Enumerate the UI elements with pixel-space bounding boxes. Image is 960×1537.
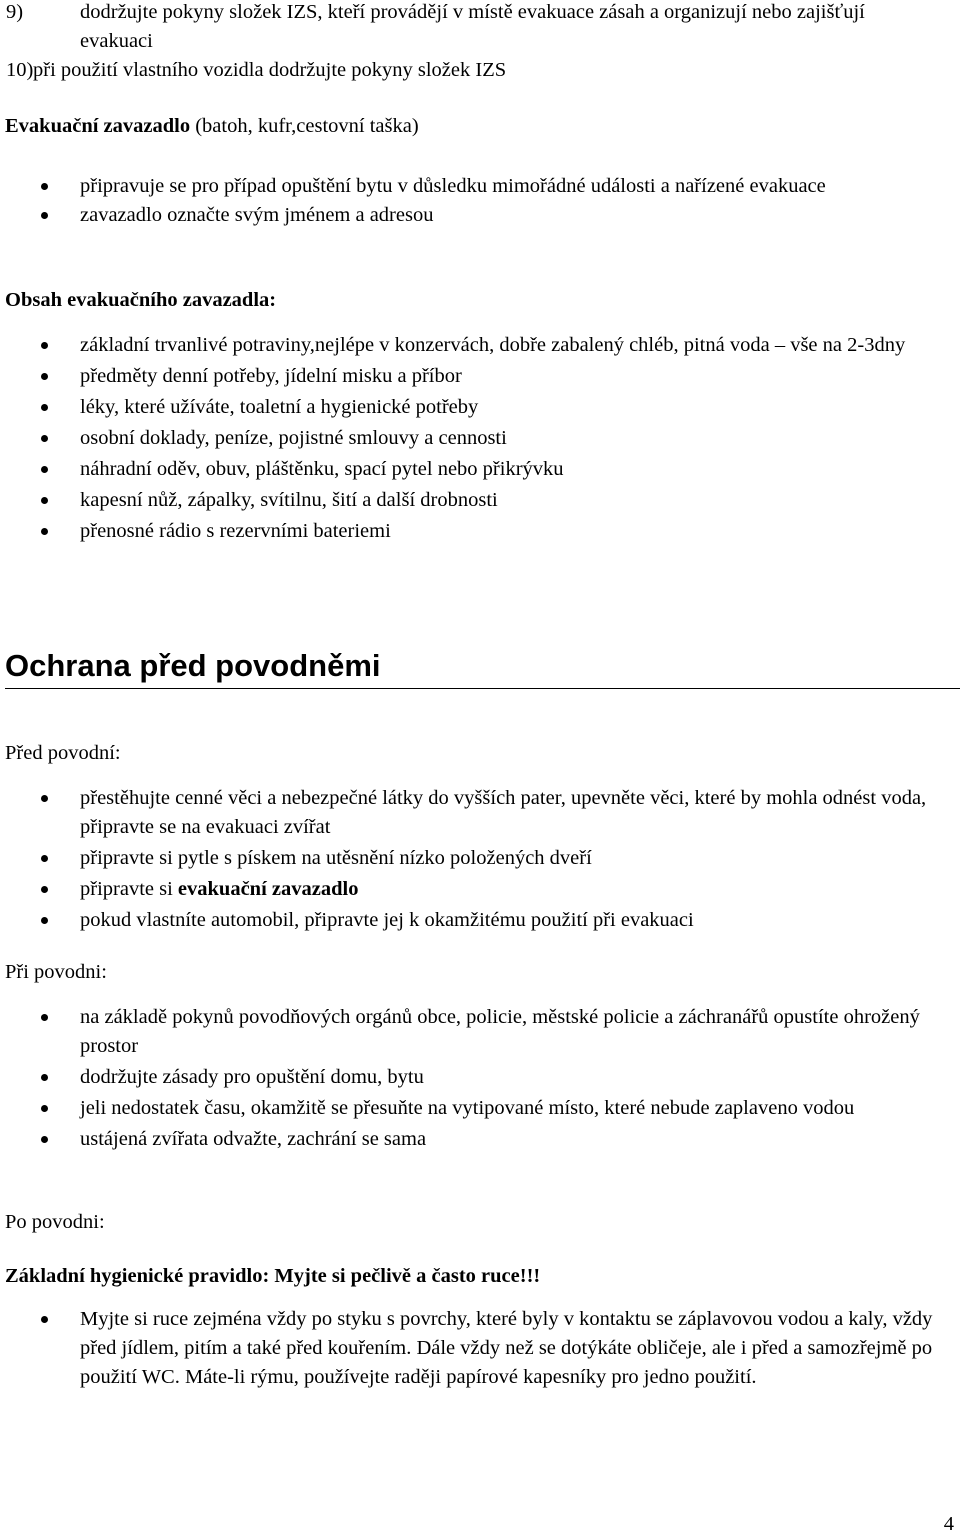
after-list	[0, 1305, 960, 1392]
list-item: dodržujte zásady pro opuštění domu, bytu	[0, 1063, 960, 1092]
baggage-subtitle: (batoh, kufr,cestovní taška)	[195, 115, 419, 137]
baggage-title: Evakuační zavazadlo	[5, 115, 191, 137]
hygiene-rule: Základní hygienické pravidlo: Myjte si pečlivě a často ruce!!!	[5, 1265, 541, 1287]
item-emphasis: evakuační zavazadlo	[177, 878, 359, 900]
baggage-list	[0, 172, 960, 230]
list-item: náhradní oděv, obuv, pláštěnku, spací pytel nebo přikrývku	[0, 455, 960, 484]
after-heading: Po povodni:	[5, 1211, 105, 1233]
item-text: dodržujte pokyny složek IZS, kteří provádějí v místě evakuace zásah a organizují nebo zajišťují evakuaci	[80, 1, 865, 52]
list-item: jeli nedostatek času, okamžitě se přesuňte na vytipované místo, které nebude zaplaveno vodou	[0, 1094, 960, 1123]
list-item: na základě pokynů povodňových orgánů obce, policie, městské policie a záchranářů opustíte ohrožený prostor	[0, 1003, 960, 1061]
item-number: 10)	[6, 59, 34, 81]
list-item	[0, 875, 960, 904]
list-item: základní trvanlivé potraviny,nejlépe v konzervách, dobře zabalený chléb, pitná voda – vše na 2-3dny	[0, 331, 960, 360]
contents-heading: Obsah evakuačního zavazadla:	[5, 289, 277, 311]
list-item: léky, které užíváte, toaletní a hygienické potřeby	[0, 393, 960, 422]
during-heading: Při povodni:	[5, 961, 107, 983]
list-item: kapesní nůž, zápalky, svítilnu, šití a další drobnosti	[0, 486, 960, 515]
list-item: připravuje se pro případ opuštění bytu v důsledku mimořádné události a nařízené evakuace	[0, 172, 960, 201]
during-list	[0, 1003, 960, 1154]
list-item: pokud vlastníte automobil, připravte jej k okamžitému použití při evakuaci	[0, 906, 960, 935]
title-underline	[5, 688, 960, 689]
page-number: 4	[943, 1513, 954, 1535]
list-item: předměty denní potřeby, jídelní misku a příbor	[0, 362, 960, 391]
baggage-heading	[5, 112, 419, 141]
contents-list	[0, 331, 960, 546]
list-item: Myjte si ruce zejména vždy po styku s povrchy, které byly v kontaktu se záplavovou vodou a kaly, vždy před jídlem, pitím a také před kouřením. Dále vždy než se dotýkáte obličeje, ale i před a samozřejmě po použití WC. Máte-li rýmu, používejte raději papírové kapesníky pro jedno použití.	[0, 1305, 960, 1392]
list-item: připravte si pytle s pískem na utěsnění nízko položených dveří	[0, 844, 960, 873]
list-item: ustájená zvířata odvažte, zachrání se sama	[0, 1125, 960, 1154]
item-text: připravte si	[80, 878, 178, 900]
list-item: přestěhujte cenné věci a nebezpečné látky do vyšších pater, upevněte věci, které by mohla odnést voda, připravte se na evakuaci zvířat	[0, 784, 960, 842]
item-text: při použití vlastního vozidla dodržujte pokyny složek IZS	[33, 59, 507, 81]
list-item: osobní doklady, peníze, pojistné smlouvy a cennosti	[0, 424, 960, 453]
before-list	[0, 784, 960, 935]
before-heading: Před povodní:	[5, 742, 121, 764]
section-title: Ochrana před povodněmi	[5, 648, 381, 683]
list-item: zavazadlo označte svým jménem a adresou	[0, 201, 960, 230]
item-number: 9)	[6, 1, 24, 23]
list-item: přenosné rádio s rezervními bateriemi	[0, 517, 960, 546]
